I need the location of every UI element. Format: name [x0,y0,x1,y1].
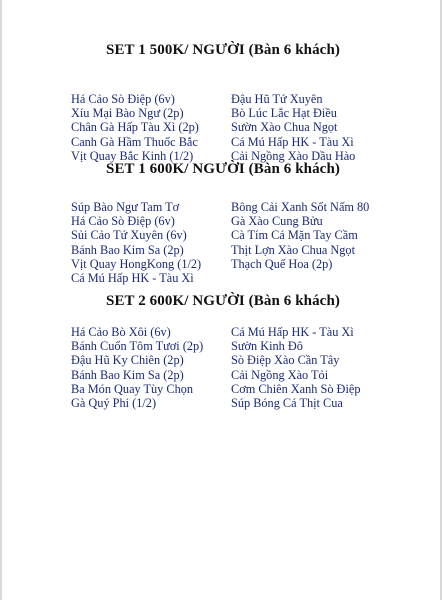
dish-item: Cải Ngồng Xào Tỏi [231,367,329,382]
dish-item: Bò Lúc Lắc Hạt Điều [231,106,337,121]
set-heading: SET 1 500K/ NGƯỜI (Bàn 6 khách) [106,42,340,58]
dish-item: Bông Cải Xanh Sốt Nấm 80 [231,200,370,214]
set-right-column [231,200,369,271]
dish-item: Há Cảo Bò Xôi (6v) [71,325,171,339]
dish-item: Cà Tím Cá Mặn Tay Cầm [231,228,358,243]
dish-item: Sò Điệp Xào Cần Tây [231,353,340,368]
dish-item: Cá Mú Hấp HK - Tàu Xì [231,134,354,149]
dish-item: Gà Xào Cung Bửu [231,214,323,229]
dish-item: Thạch Quế Hoa (2p) [231,256,333,271]
dish-item: Ba Món Quay Tùy Chọn [71,381,194,396]
dish-item: Vịt Quay HongKong (1/2) [71,256,202,271]
dish-item: Bánh Bao Kim Sa (2p) [71,367,184,382]
dish-item: Cá Mú Hấp HK - Tàu Xì [71,270,194,285]
set-right-column [231,92,355,163]
set-left-column [71,325,203,410]
dish-item: Bánh Bao Kim Sa (2p) [71,242,184,257]
set-right-column [231,325,360,410]
dish-item: Cải Ngồng Xào Dầu Hào [231,148,356,163]
dish-item: Thịt Lợn Xào Chua Ngọt [231,242,355,257]
dish-item: Chân Gà Hấp Tàu Xì (2p) [71,120,199,135]
set-heading: SET 2 600K/ NGƯỜI (Bàn 6 khách) [106,293,340,309]
dish-item: Gà Quý Phi (1/2) [71,395,157,410]
dish-item: Bánh Cuốn Tôm Tươi (2p) [71,339,204,354]
dish-item: Há Cảo Sò Điệp (6v) [71,92,175,106]
dish-item: Sủi Cảo Tứ Xuyên (6v) [71,228,187,243]
dish-item: Sườn Xào Chua Ngọt [231,120,338,135]
dish-item: Cơm Chiên Xanh Sò Điệp [231,381,361,396]
dish-item: Canh Gà Hầm Thuốc Bắc [71,134,198,149]
dish-item: Đậu Hũ Tứ Xuyên [231,92,323,106]
dish-item: Cá Mú Hấp HK - Tàu Xì [231,325,354,339]
dish-item: Sườn Kinh Đô [231,339,303,354]
dish-item: Xíu Mại Bào Ngư (2p) [71,106,184,121]
set-heading: SET 1 600K/ NGƯỜI (Bàn 6 khách) [106,161,340,177]
dish-item: Súp Bào Ngư Tam Tơ [71,200,180,214]
dish-item: Há Cảo Sò Điệp (6v) [71,214,175,229]
dish-item: Đậu Hũ Ky Chiên (2p) [71,353,184,368]
set-left-column [71,200,201,285]
set-left-column [71,92,199,163]
dish-item: Súp Bóng Cá Thịt Cua [231,395,343,410]
dish-item: Vịt Quay Bắc Kinh (1/2) [71,148,194,163]
